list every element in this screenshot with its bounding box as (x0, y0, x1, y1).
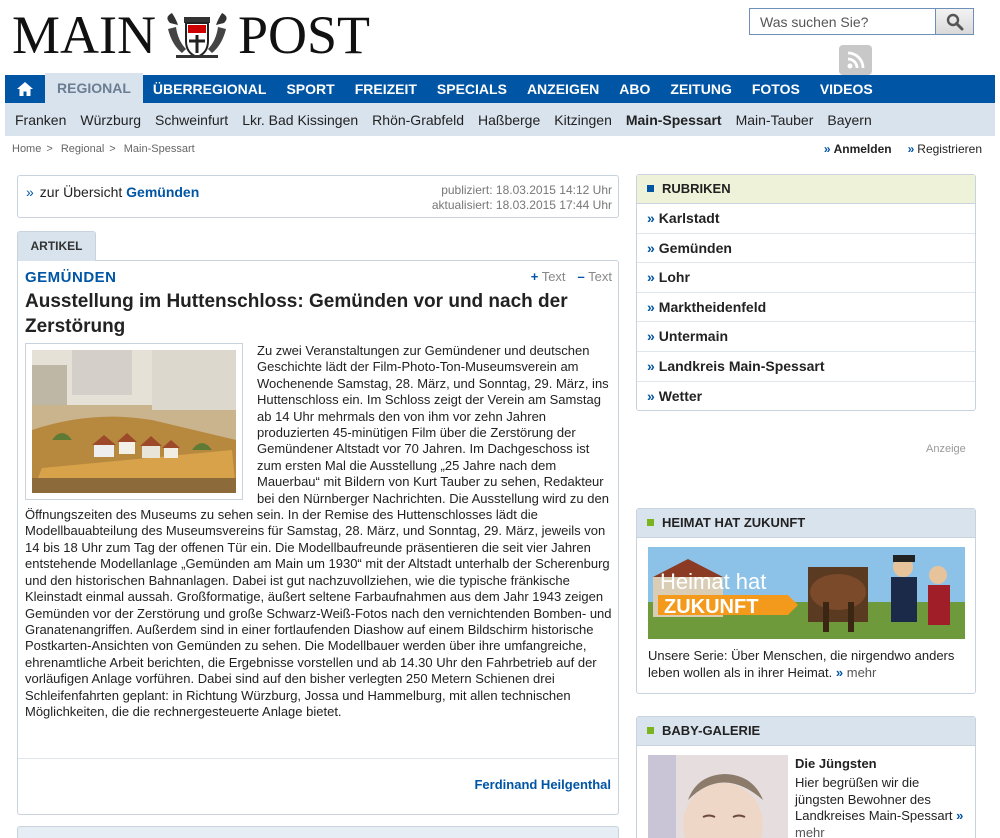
rubrik-item-gemuenden[interactable]: » Gemünden (637, 234, 975, 264)
breadcrumb-separator: > (46, 143, 53, 155)
plus-icon: + (530, 269, 539, 284)
search-box (749, 8, 974, 35)
nav-item-ueberregional[interactable]: ÜBERREGIONAL (152, 81, 267, 97)
nav-item-videos[interactable]: VIDEOS (819, 81, 873, 97)
updated-date: aktualisiert: 18.03.2015 17:44 Uhr (431, 198, 612, 212)
search-icon (946, 13, 964, 31)
chevron-right-icon: » (823, 142, 831, 156)
account-links (824, 142, 982, 156)
chevron-right-icon: » (956, 808, 964, 823)
rubrik-item-marktheidenfeld[interactable]: » Marktheidenfeld (637, 293, 975, 323)
subnav-item-main-spessart[interactable]: Main-Spessart (625, 111, 722, 128)
rubriken-box (636, 174, 976, 411)
heimat-banner-image[interactable] (648, 547, 965, 639)
chevron-right-icon: » (647, 210, 655, 226)
heimat-banner-text2: ZUKUNFT (664, 596, 759, 618)
logo-text-post: POST (238, 5, 371, 65)
nav-item-fotos[interactable]: FOTOS (751, 81, 800, 97)
subnav-item-hassberge[interactable]: Haßberge (478, 111, 541, 128)
home-icon (16, 81, 34, 97)
rubrik-item-lohr[interactable]: » Lohr (637, 263, 975, 293)
breadcrumb (12, 143, 200, 155)
breadcrumb-separator: > (109, 143, 116, 155)
nav-item-specials[interactable]: SPECIALS (436, 81, 507, 97)
baby-item-description: Hier begrüßen wir die jüngsten Bewohner des Landkreises Main-Spessart » mehr (795, 775, 964, 838)
article-title: Ausstellung im Huttenschloss: Gemünden vor und nach der Zerstörung (25, 291, 568, 337)
increase-text-button[interactable]: + Text (530, 269, 566, 284)
minus-icon: – (577, 269, 585, 284)
model-railway-photo (32, 350, 236, 493)
baby-item-title[interactable]: Die Jüngsten (795, 756, 877, 771)
heimat-banner-text1: Heimat hat (660, 569, 767, 594)
tab-artikel[interactable]: ARTIKEL (17, 231, 96, 261)
square-bullet-icon (647, 727, 654, 734)
subnav-item-bayern[interactable]: Bayern (827, 111, 872, 128)
baby-more-link[interactable]: mehr (795, 824, 825, 838)
login-link[interactable]: » Anmelden (823, 142, 892, 156)
article-body: Zu zwei Veranstaltungen zur Gemündener und deutschen Geschichte lädt der Film-Photo-Ton-Museumsverein am Wochenende Samstag, 28. März, und Sonntag, 29. März, ins Huttenschloss ein. Im Schloss zeigt der Verein am Samstag ab 14 Uhr mehrmals den von ihm vor zehn Jahren produzierten 45-minütigen Film über die Zerstörung der Gemündener Altstadt vor 70 Jahren. Im Dachgeschoss ist zum ersten Mal die Ausstellung „25 Jahre nach dem Mauerbau“ mit Bildern von Kurt Tauber zu sehen, Redakteur bei den Nürnberger Nachrichten. Die Ausstellung wird zu den Öffnungszeiten des Museums zu sehen sein. In der Remise des Huttenschlosses lädt die Modellbauabteilung des Museumsvereins für Samstag, 28. März, und Sonntag, 29. März, jeweils von 14 bis 18 Uhr zum Tag der offenen Tür ein. Die Modellbaufreunde präsentieren die seit vier Jahren entstehende Modellanlage „Gemünden am Main um 1930“ mit der Altstadt unterhalb der Scherenburg und den historischen Bahnanlagen. Dabei ist gut nachzuvollziehen, wie die typische fränkische Kleinstadt einmal aussah. Großformatige, äußert seltene Farbaufnahmen aus dem Jahr 1943 zeigen Gemünden vor der Zerstörung und große Schwarz-Weiß-Fotos nach den vernichtenden Bomben- und Granatenangriffen. Außerdem sind in einer fortlaufenden Diashow auf einem Bildschirm historische Postkarten-Ansichten von Gemünden zu sehen. Die Modellbauer werden über ihre umfangreiche, ehrenamtliche Arbeit berichten, die Ergebnisse vorstellen und ab 14.30 Uhr den Fahrbetrieb auf der vorläufigen Anlage vorführen. Dabei sind auf den bisher verlegten 250 Metern Schienen drei Schleifenfahrten geplant: in Richtung Würzburg, Jossa und Hammelburg, mit allen technischen Möglichkeiten, die die rechnergesteuerte Anlage bietet. (25, 343, 612, 719)
subnav-item-rhoen-grabfeld[interactable]: Rhön-Grabfeld (372, 111, 464, 128)
article-author[interactable]: Ferdinand Heilgenthal (474, 777, 611, 792)
chevron-right-icon: » (907, 142, 915, 156)
baby-gallery-header: BABY-GALERIE (637, 717, 975, 746)
heimat-more-link[interactable]: mehr (846, 665, 877, 680)
logo-text-main: MAIN (12, 5, 156, 65)
sub-navigation (5, 103, 995, 136)
chevron-right-icon: » (647, 298, 655, 315)
nav-item-abo[interactable]: ABO (619, 81, 651, 97)
back-to-overview-link[interactable]: » zur Übersicht Gemünden (26, 184, 200, 200)
chevron-right-icon: » (647, 269, 655, 286)
square-bullet-icon (647, 185, 654, 192)
ad-label: Anzeige (926, 443, 966, 455)
article-rubric: GEMÜNDEN (25, 269, 117, 286)
register-link[interactable]: » Registrieren (907, 142, 982, 156)
nav-item-zeitung[interactable]: ZEITUNG (670, 81, 732, 97)
breadcrumb-main-spessart[interactable]: Main-Spessart (123, 143, 195, 155)
baby-gallery-box (636, 716, 976, 838)
published-date: publiziert: 18.03.2015 14:12 Uhr (441, 183, 612, 197)
article (17, 260, 619, 815)
chevron-right-icon: » (647, 387, 655, 404)
subnav-item-kitzingen[interactable]: Kitzingen (554, 111, 612, 128)
chevron-right-icon: » (26, 184, 34, 200)
breadcrumb-regional[interactable]: Regional (60, 143, 105, 155)
breadcrumb-home[interactable]: Home (12, 143, 42, 155)
rubriken-header: RUBRIKEN (637, 175, 975, 204)
rss-button[interactable] (839, 45, 872, 75)
nav-item-sport[interactable]: SPORT (286, 81, 335, 97)
logo[interactable] (12, 5, 371, 65)
nav-item-freizeit[interactable]: FREIZEIT (354, 81, 417, 97)
rubrik-item-wetter[interactable]: » Wetter (647, 387, 703, 404)
overview-city: Gemünden (126, 184, 200, 200)
subnav-item-franken[interactable]: Franken (15, 111, 67, 128)
article-overview-box (17, 175, 619, 218)
rubrik-item-untermain[interactable]: » Untermain (637, 322, 975, 352)
rubrik-item-karlstadt[interactable]: » Karlstadt (637, 204, 975, 234)
text-size-controls (531, 269, 612, 284)
home-button[interactable] (5, 75, 45, 103)
nav-item-anzeigen[interactable]: ANZEIGEN (526, 81, 600, 97)
heimat-description: Unsere Serie: Über Menschen, die nirgendwo anders leben wollen als in ihrer Heimat. » mehr (648, 648, 955, 680)
subnav-item-bad-kissingen[interactable]: Lkr. Bad Kissingen (242, 111, 359, 128)
coat-of-arms-icon (162, 9, 232, 61)
chevron-right-icon: » (835, 665, 844, 680)
subnav-item-main-tauber[interactable]: Main-Tauber (735, 111, 814, 128)
baby-photo[interactable] (648, 755, 788, 838)
chevron-right-icon: » (647, 328, 655, 345)
square-bullet-icon (647, 519, 654, 526)
chevron-right-icon: » (647, 357, 655, 374)
next-content-box (17, 826, 619, 838)
main-navigation (5, 75, 995, 103)
heimat-header: HEIMAT HAT ZUKUNFT (637, 509, 975, 538)
decrease-text-button[interactable]: – Text (577, 269, 612, 284)
search-button[interactable] (935, 9, 973, 34)
article-divider (18, 758, 618, 759)
nav-item-regional[interactable]: REGIONAL (45, 73, 143, 103)
rubrik-item-landkreis[interactable]: » Landkreis Main-Spessart (637, 352, 975, 382)
chevron-right-icon: » (647, 239, 655, 256)
article-dates (432, 183, 612, 213)
subnav-item-schweinfurt[interactable]: Schweinfurt (155, 111, 229, 128)
search-input[interactable] (750, 9, 935, 34)
subnav-item-wuerzburg[interactable]: Würzburg (80, 111, 142, 128)
rss-icon (846, 50, 866, 70)
article-image[interactable] (25, 343, 243, 500)
heimat-box (636, 508, 976, 694)
